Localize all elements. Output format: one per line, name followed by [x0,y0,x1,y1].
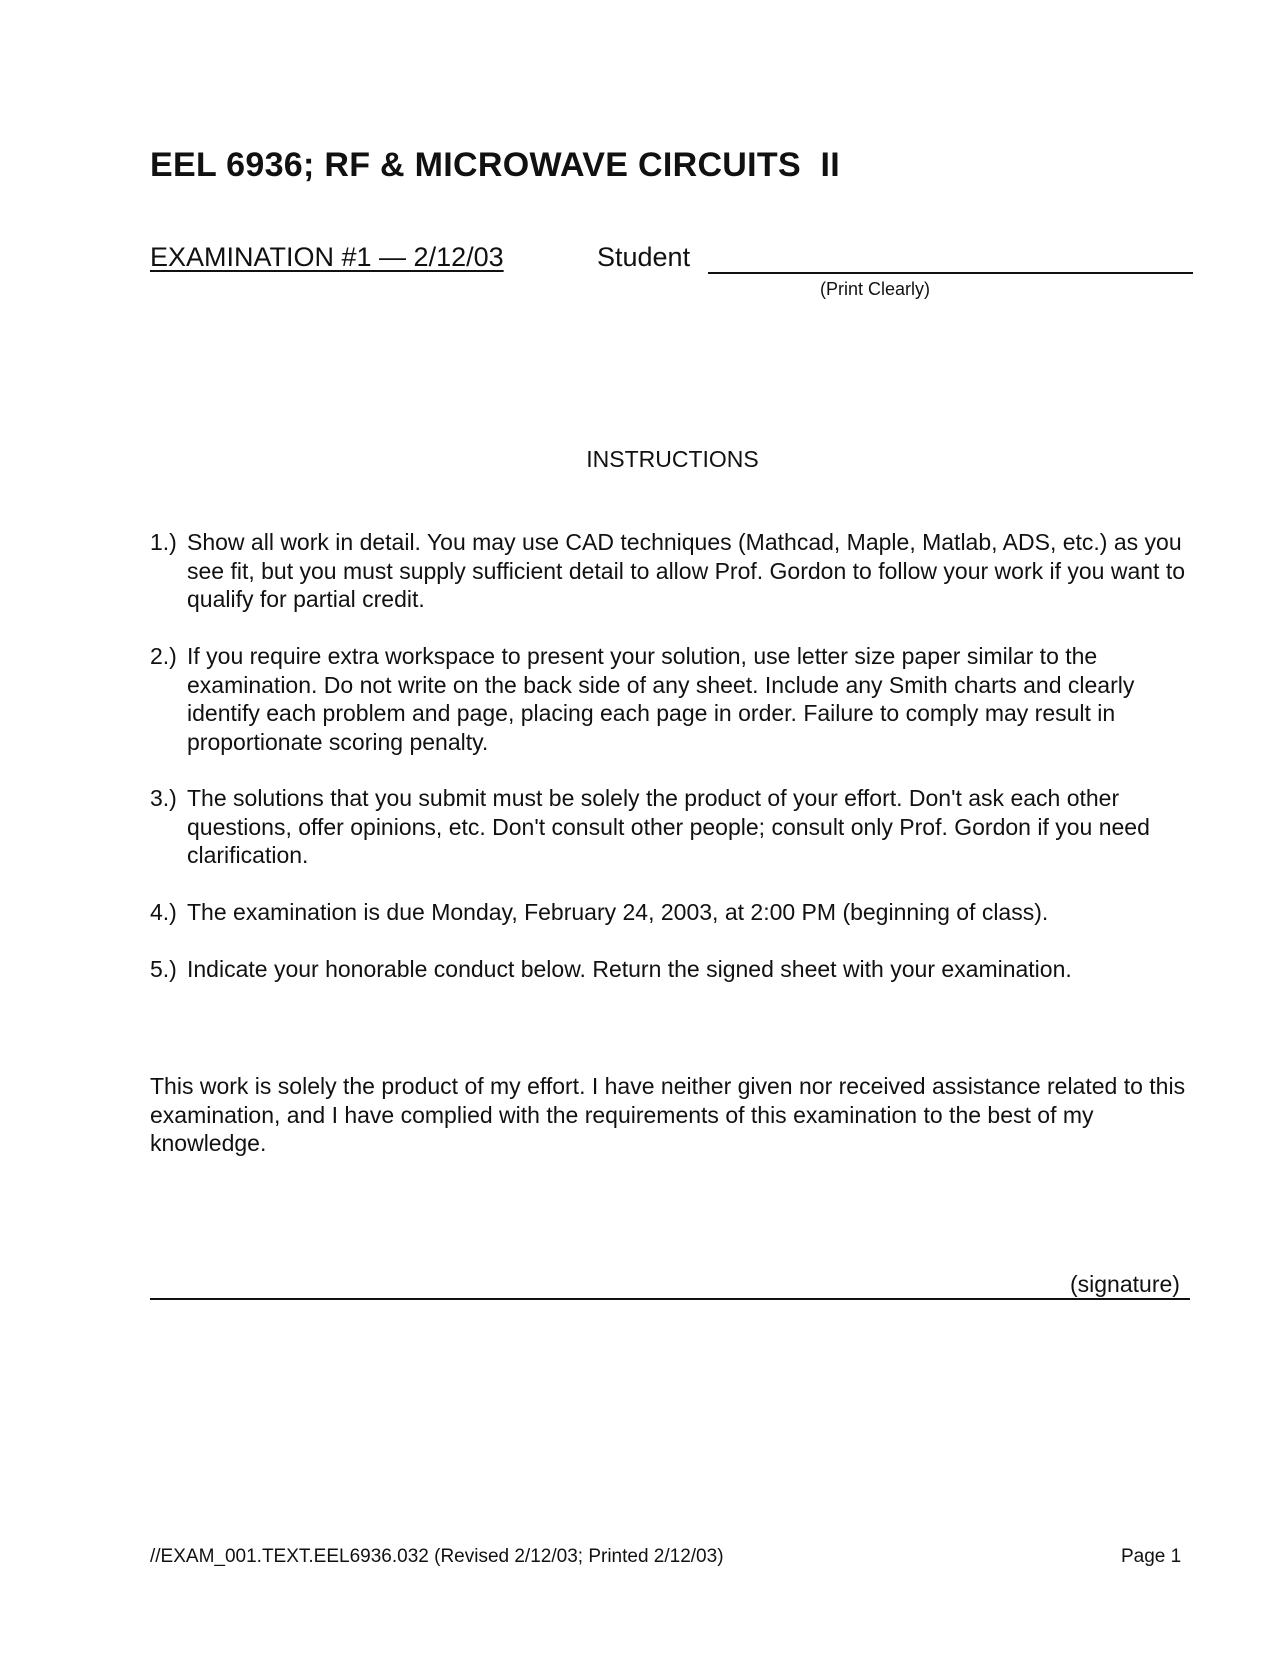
instruction-number: 2.) [150,643,177,669]
page-title: EEL 6936; RF & MICROWAVE CIRCUITS II [150,146,840,184]
instruction-number: 3.) [150,785,177,811]
instruction-number: 5.) [150,956,177,982]
instruction-text: The examination is due Monday, February 24, 2003, at 2:00 PM (beginning of class). [187,899,1049,925]
signature-label: (signature) [1070,1271,1180,1297]
instruction-item-5 [150,955,1210,984]
footer-page-number: Page 1 [1121,1546,1182,1567]
instruction-item-3 [150,784,1210,870]
exam-label: EXAMINATION #1 — 2/12/03 [150,242,504,272]
instruction-text: Indicate your honorable conduct below. Return the signed sheet with your examination. [187,956,1072,982]
print-clearly-note: (Print Clearly) [820,279,931,299]
footer-document-id: //EXAM_001.TEXT.EEL6936.032 (Revised 2/12/03; Printed 2/12/03) [150,1546,724,1567]
student-label: Student [597,242,691,272]
instruction-number: 1.) [150,529,177,555]
instruction-text: Show all work in detail. You may use CAD techniques (Mathcad, Maple, Matlab, ADS, etc.) as you see fit, but you must supply sufficient detail to allow Prof. Gordon to follow your work if you want to qualify for partial credit. [187,529,1186,612]
instruction-item-1 [150,528,1210,614]
instruction-text: The solutions that you submit must be solely the product of your effort. Don't ask each other questions, offer opinions, etc. Don't consult other people; consult only Prof. Gordon if you need clarification. [187,785,1150,868]
instruction-item-4 [150,898,1210,927]
signature-field[interactable] [150,1298,1190,1300]
student-name-field[interactable] [708,272,1193,274]
honor-pledge: This work is solely the product of my effort. I have neither given nor received assistance related to this examination, and I have complied with the requirements of this examination to the best of my knowledge. [150,1073,1186,1156]
instruction-text: If you require extra workspace to present your solution, use letter size paper similar to the examination. Do not write on the back side of any sheet. Include any Smith charts and clearly identify each problem and page, placing each page in order. Failure to comply may result in proportionate scoring penalty. [187,643,1135,755]
instructions-heading: INSTRUCTIONS [586,446,759,472]
instruction-item-2 [150,642,1210,756]
instruction-number: 4.) [150,899,177,925]
